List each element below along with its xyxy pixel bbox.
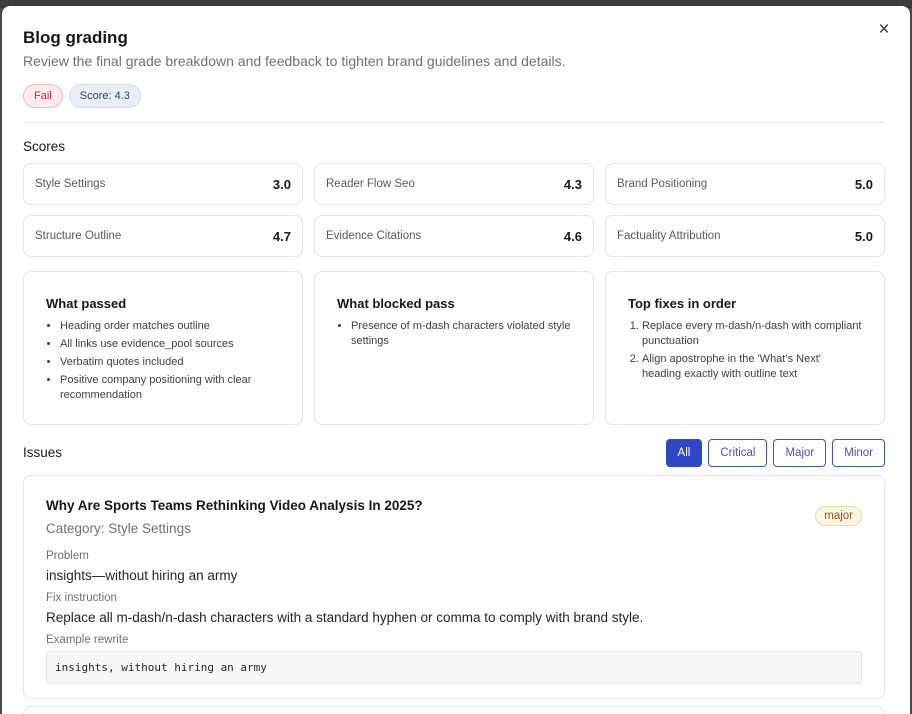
filter-all-button[interactable]: All — [666, 439, 703, 467]
severity-badge: major — [815, 506, 862, 526]
filter-critical-button[interactable]: Critical — [708, 439, 767, 467]
what-passed-card — [23, 271, 303, 425]
score-value: 4.3 — [563, 176, 582, 192]
close-icon[interactable]: × — [878, 19, 890, 40]
list-item: • Heading order matches outline — [60, 319, 280, 334]
score-name: Brand Positioning — [617, 178, 708, 190]
score-value: 5.0 — [854, 176, 873, 192]
top-fixes-title: Top fixes in order — [628, 296, 737, 311]
score-value: 3.0 — [272, 176, 291, 192]
problem-text: insights—without hiring an army — [46, 568, 238, 583]
modal-subtitle: Review the final grade breakdown and feedback to tighten brand guidelines and details. — [23, 53, 566, 69]
list-item: • All links use evidence_pool sources — [60, 337, 280, 352]
list-item: • Verbatim quotes included — [60, 355, 280, 370]
issue-category: Category: Style Settings — [46, 521, 191, 536]
filter-major-button[interactable]: Major — [773, 439, 826, 467]
score-value: 5.0 — [854, 228, 873, 244]
issue-title: Why Are Sports Teams Rethinking Video Analysis In 2025? — [46, 498, 423, 513]
grading-modal — [2, 6, 910, 714]
next-issue-card — [23, 706, 885, 714]
score-name: Factuality Attribution — [617, 230, 721, 242]
divider — [23, 122, 885, 123]
list-item: • Presence of m-dash characters violated style settings — [351, 319, 571, 349]
issue-filter-group — [666, 439, 885, 467]
list-item: • Positive company positioning with clear recommendation — [60, 373, 280, 403]
top-fixes-list — [628, 319, 862, 382]
issue-card — [23, 475, 885, 699]
what-blocked-title: What blocked pass — [337, 296, 455, 311]
list-item: 2. Align apostrophe in the 'What’s Next' heading exactly with outline text — [642, 352, 862, 382]
badge-row — [23, 84, 141, 108]
scores-grid — [23, 163, 885, 257]
score-card-evidence-citations — [314, 215, 594, 257]
score-value: 4.7 — [272, 228, 291, 244]
example-rewrite-code: insights, without hiring an army — [46, 651, 862, 684]
scores-heading: Scores — [23, 139, 66, 154]
score-name: Reader Flow Seo — [326, 178, 415, 190]
issues-heading: Issues — [23, 445, 63, 460]
what-passed-list — [46, 319, 280, 403]
score-card-reader-flow-seo — [314, 163, 594, 205]
score-card-brand-positioning — [605, 163, 885, 205]
what-blocked-list — [337, 319, 571, 349]
fix-instruction-text: Replace all m-dash/n-dash characters with a standard hyphen or comma to comply with brand style. — [46, 610, 644, 625]
list-item: 1. Replace every m-dash/n-dash with compliant punctuation — [642, 319, 862, 349]
summary-grid — [23, 271, 885, 425]
filter-minor-button[interactable]: Minor — [832, 439, 885, 467]
example-rewrite-label: Example rewrite — [46, 634, 129, 646]
status-badge: Fail — [23, 84, 63, 108]
score-name: Style Settings — [35, 178, 106, 190]
score-name: Structure Outline — [35, 230, 122, 242]
problem-label: Problem — [46, 550, 89, 562]
what-blocked-card — [314, 271, 594, 425]
score-card-structure-outline — [23, 215, 303, 257]
what-passed-title: What passed — [46, 296, 127, 311]
modal-title: Blog grading — [23, 28, 128, 47]
score-card-style-settings — [23, 163, 303, 205]
fix-instruction-label: Fix instruction — [46, 592, 117, 604]
score-name: Evidence Citations — [326, 230, 422, 242]
score-badge: Score: 4.3 — [69, 84, 141, 108]
score-value: 4.6 — [563, 228, 582, 244]
score-card-factuality-attribution — [605, 215, 885, 257]
top-fixes-card — [605, 271, 885, 425]
